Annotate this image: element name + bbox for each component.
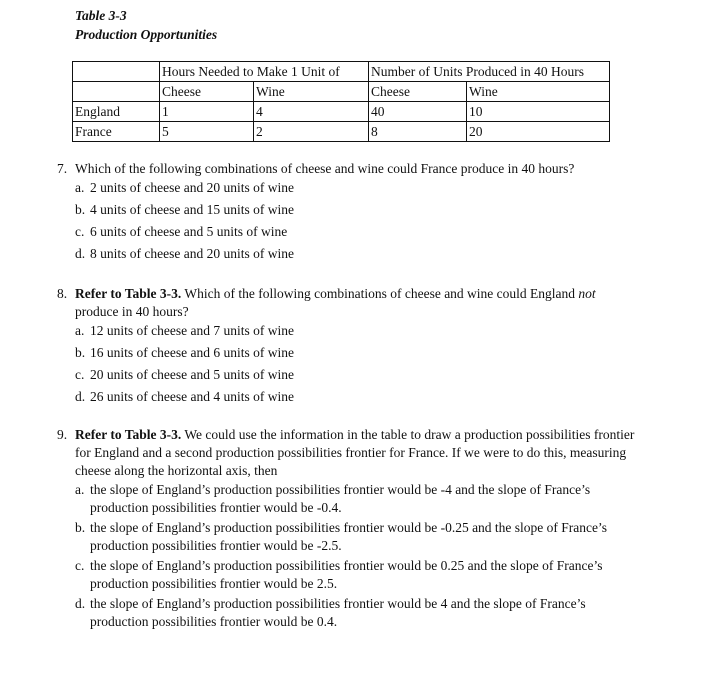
option-letter: d. [75, 246, 86, 261]
table-row [73, 122, 610, 142]
table-caption [75, 6, 217, 44]
cell-value: 10 [467, 102, 610, 122]
table-subheader-row [73, 82, 610, 102]
answer-option[interactable] [55, 388, 635, 406]
question-7 [55, 160, 635, 263]
option-text: the slope of England’s production possibilities frontier would be -4 and the slope of France’s production possibilities frontier would be -0.4. [90, 482, 591, 515]
option-letter: b. [75, 520, 86, 535]
option-text: 20 units of cheese and 5 units of wine [90, 367, 294, 382]
option-text: 26 units of cheese and 4 units of wine [90, 389, 294, 404]
option-letter: a. [75, 323, 85, 338]
question-text: Which of the following combinations of cheese and wine could France produce in 40 hours? [75, 161, 575, 176]
option-letter: b. [75, 202, 86, 217]
cell-value: 5 [160, 122, 254, 142]
question-text-end: produce in 40 hours? [75, 304, 189, 319]
table-header-row [73, 62, 610, 82]
answer-option[interactable] [55, 557, 635, 593]
question-stem [55, 426, 635, 480]
cell-value: 20 [467, 122, 610, 142]
option-letter: c. [75, 224, 85, 239]
option-text: the slope of England’s production possibilities frontier would be 4 and the slope of France’s production possibilities frontier would be 0.4. [90, 596, 586, 629]
subheader-hours-cheese: Cheese [160, 82, 254, 102]
question-number: 9. [57, 427, 68, 442]
question-reference: Refer to Table 3-3. [75, 286, 182, 301]
answer-option[interactable] [55, 595, 635, 631]
answer-option[interactable] [55, 201, 635, 219]
option-letter: c. [75, 367, 85, 382]
option-letter: d. [75, 389, 86, 404]
subheader-units-wine: Wine [467, 82, 610, 102]
header-corner-cell [73, 62, 160, 82]
row-country: France [73, 122, 160, 142]
answer-option[interactable] [55, 322, 635, 340]
question-stem [55, 160, 635, 178]
answer-option[interactable] [55, 223, 635, 241]
option-text: 8 units of cheese and 20 units of wine [90, 246, 294, 261]
cell-value: 8 [369, 122, 467, 142]
subheader-corner-cell [73, 82, 160, 102]
question-number: 7. [57, 161, 68, 176]
row-country: England [73, 102, 160, 122]
question-emphasis: not [578, 286, 596, 301]
table-title: Table 3-3 [75, 8, 127, 23]
option-text: 4 units of cheese and 15 units of wine [90, 202, 294, 217]
option-text: 2 units of cheese and 20 units of wine [90, 180, 294, 195]
question-8 [55, 285, 635, 406]
cell-value: 4 [254, 102, 369, 122]
option-text: the slope of England’s production possibilities frontier would be -0.25 and the slope of France’s production possibilities frontier would be -2.5. [90, 520, 608, 553]
option-text: 6 units of cheese and 5 units of wine [90, 224, 288, 239]
answer-option[interactable] [55, 519, 635, 555]
answer-option[interactable] [55, 481, 635, 517]
question-text: Which of the following combinations of cheese and wine could England [184, 286, 576, 301]
production-table [72, 61, 610, 142]
question-stem [55, 285, 635, 321]
option-letter: d. [75, 596, 86, 611]
answer-option[interactable] [55, 245, 635, 263]
subheader-hours-wine: Wine [254, 82, 369, 102]
header-units: Number of Units Produced in 40 Hours [369, 62, 610, 82]
cell-value: 40 [369, 102, 467, 122]
option-letter: a. [75, 180, 85, 195]
option-letter: c. [75, 558, 85, 573]
table-subtitle: Production Opportunities [75, 27, 218, 42]
cell-value: 1 [160, 102, 254, 122]
subheader-units-cheese: Cheese [369, 82, 467, 102]
option-letter: a. [75, 482, 85, 497]
question-reference: Refer to Table 3-3. [75, 427, 182, 442]
option-text: the slope of England’s production possibilities frontier would be 0.25 and the slope of France’s production possibilities frontier would be 2.5. [90, 558, 603, 591]
option-text: 12 units of cheese and 7 units of wine [90, 323, 294, 338]
answer-option[interactable] [55, 344, 635, 362]
question-number: 8. [57, 286, 68, 301]
option-text: 16 units of cheese and 6 units of wine [90, 345, 294, 360]
table-row [73, 102, 610, 122]
header-hours: Hours Needed to Make 1 Unit of [160, 62, 369, 82]
question-text: We could use the information in the table to draw a production possibilities frontier for England and a second production possibilities frontier for France. If we were to do this, measuring cheese along the horizontal axis, then [75, 427, 635, 478]
answer-option[interactable] [55, 366, 635, 384]
answer-option[interactable] [55, 179, 635, 197]
option-letter: b. [75, 345, 86, 360]
cell-value: 2 [254, 122, 369, 142]
question-9 [55, 426, 635, 631]
